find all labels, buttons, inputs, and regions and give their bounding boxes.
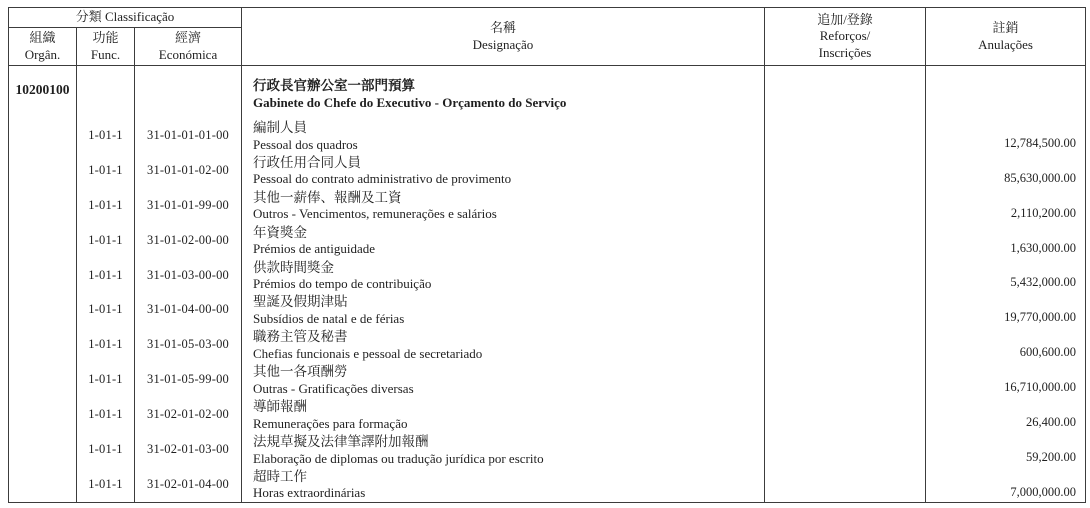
designation-pt: Horas extraordinárias (253, 485, 366, 501)
reforcos-amount (765, 397, 926, 432)
department-econ-cell (135, 66, 242, 118)
department-title-cell (242, 66, 765, 118)
func-code: 1-01-1 (77, 292, 135, 327)
org-cell (9, 362, 77, 397)
classification-group-label: 分類 Classificação (75, 9, 175, 25)
econ-code: 31-02-01-04-00 (135, 467, 242, 502)
designation-cell (242, 118, 765, 153)
designation-cell (242, 467, 765, 502)
reinforcements-label-zh: 追加/登錄 (817, 12, 873, 28)
budget-table (8, 7, 1086, 503)
reforcos-amount (765, 362, 926, 397)
organic-label-zh: 組織 (29, 30, 56, 46)
func-code: 1-01-1 (77, 467, 135, 502)
designation-zh: 聖誕及假期津貼 (253, 294, 348, 310)
org-cell (9, 223, 77, 258)
header-classification-group (9, 8, 242, 28)
designation-cell (242, 258, 765, 293)
reinforcements-label-pt1: Reforços/ (819, 28, 871, 44)
economic-label-zh: 經濟 (174, 30, 201, 46)
designation-zh: 其他一薪俸、報酬及工資 (253, 189, 402, 205)
department-org-code: 10200100 (9, 66, 77, 118)
func-code: 1-01-1 (77, 118, 135, 153)
func-code: 1-01-1 (77, 432, 135, 467)
table-row (9, 118, 1085, 153)
header-cancellations-column (926, 8, 1085, 65)
designation-zh: 其他一各項酬勞 (253, 364, 348, 380)
designation-pt: Prémios do tempo de contribuição (253, 276, 432, 292)
anulacoes-amount: 59,200.00 (1026, 449, 1076, 464)
econ-code: 31-01-03-00-00 (135, 258, 242, 293)
anulacoes-amount: 2,110,200.00 (1010, 205, 1076, 220)
reforcos-amount (765, 118, 926, 153)
reforcos-amount (765, 258, 926, 293)
reforcos-amount (765, 223, 926, 258)
econ-code: 31-01-01-99-00 (135, 188, 242, 223)
designation-pt: Pessoal dos quadros (253, 136, 358, 152)
header-reinforcements-column (765, 8, 926, 65)
org-cell (9, 292, 77, 327)
anulacoes-amount: 26,400.00 (1026, 415, 1076, 430)
org-cell (9, 188, 77, 223)
table-row (9, 362, 1085, 397)
func-code: 1-01-1 (77, 258, 135, 293)
designation-pt: Prémios de antiguidade (253, 241, 376, 257)
designation-zh: 供款時間獎金 (253, 259, 334, 275)
reforcos-amount (765, 188, 926, 223)
cancellations-label-pt: Anulações (978, 36, 1033, 52)
econ-code: 31-01-05-03-00 (135, 327, 242, 362)
econ-code: 31-01-01-02-00 (135, 153, 242, 188)
header-organic-column (9, 28, 77, 65)
table-row (9, 292, 1085, 327)
org-cell (9, 467, 77, 502)
header-functional-column (77, 28, 135, 65)
table-row (9, 188, 1085, 223)
anulacoes-amount: 1,630,000.00 (1010, 240, 1076, 255)
designation-pt: Elaboração de diplomas ou tradução jurídica por escrito (253, 450, 544, 466)
header-designation-column (242, 8, 765, 65)
reforcos-amount (765, 467, 926, 502)
designation-label-zh: 名稱 (489, 20, 516, 36)
reforcos-amount (765, 432, 926, 467)
func-code: 1-01-1 (77, 188, 135, 223)
table-row (9, 397, 1085, 432)
designation-pt: Subsídios de natal e de férias (253, 310, 405, 326)
reforcos-amount (765, 292, 926, 327)
designation-cell (242, 327, 765, 362)
econ-code: 31-01-04-00-00 (135, 292, 242, 327)
table-row (9, 223, 1085, 258)
designation-pt: Chefias funcionais e pessoal de secretariado (253, 345, 483, 361)
designation-zh: 編制人員 (253, 120, 307, 135)
designation-cell (242, 292, 765, 327)
anulacoes-amount: 600,600.00 (1019, 345, 1076, 360)
func-code: 1-01-1 (77, 327, 135, 362)
org-cell (9, 153, 77, 188)
department-func-cell (77, 66, 135, 118)
organic-label-pt: Orgân. (24, 46, 61, 62)
header-economic-column (135, 28, 242, 65)
econ-code: 31-01-02-00-00 (135, 223, 242, 258)
org-cell (9, 327, 77, 362)
designation-cell (242, 153, 765, 188)
designation-pt: Outras - Gratificações diversas (253, 380, 414, 396)
reinforcements-label-pt2: Inscrições (818, 44, 872, 60)
designation-cell (242, 223, 765, 258)
department-row (9, 66, 1085, 118)
designation-cell (242, 362, 765, 397)
anulacoes-amount: 5,432,000.00 (1010, 275, 1076, 290)
designation-cell (242, 432, 765, 467)
department-reforcos-cell (765, 66, 926, 118)
reforcos-amount (765, 327, 926, 362)
economic-label-pt: Económica (158, 46, 218, 62)
table-row (9, 153, 1085, 188)
anulacoes-amount: 7,000,000.00 (1010, 484, 1076, 499)
func-code: 1-01-1 (77, 153, 135, 188)
anulacoes-amount: 16,710,000.00 (1004, 380, 1076, 395)
table-body (9, 66, 1085, 502)
table-row (9, 258, 1085, 293)
anulacoes-amount: 12,784,500.00 (1004, 135, 1076, 150)
econ-code: 31-01-05-99-00 (135, 362, 242, 397)
designation-cell (242, 397, 765, 432)
anulacoes-amount: 19,770,000.00 (1004, 310, 1076, 325)
table-row (9, 467, 1085, 502)
reforcos-amount (765, 153, 926, 188)
functional-label-zh: 功能 (92, 30, 119, 46)
table-row (9, 327, 1085, 362)
org-cell (9, 432, 77, 467)
designation-zh: 法規草擬及法律筆譯附加報酬 (253, 434, 429, 450)
econ-code: 31-01-01-01-00 (135, 118, 242, 153)
org-cell (9, 258, 77, 293)
func-code: 1-01-1 (77, 362, 135, 397)
cancellations-label-zh: 註銷 (992, 20, 1019, 36)
designation-zh: 行政任用合同人員 (253, 154, 361, 170)
econ-code: 31-02-01-02-00 (135, 397, 242, 432)
table-row (9, 432, 1085, 467)
designation-pt: Pessoal do contrato administrativo de provimento (253, 171, 512, 187)
org-cell (9, 118, 77, 153)
department-title-pt: Gabinete do Chefe do Executivo - Orçamento do Serviço (253, 94, 567, 110)
table-header (9, 8, 1085, 66)
bottom-rule (8, 502, 1086, 503)
designation-cell (242, 188, 765, 223)
designation-pt: Outros - Vencimentos, remunerações e salários (253, 206, 497, 222)
designation-pt: Remunerações para formação (253, 415, 408, 431)
designation-label-pt: Designação (472, 36, 534, 52)
designation-zh: 年資獎金 (253, 224, 307, 240)
department-title-zh: 行政長官辦公室一部門預算 (253, 78, 415, 93)
department-anulacoes-cell (926, 66, 1085, 118)
econ-code: 31-02-01-03-00 (135, 432, 242, 467)
designation-zh: 超時工作 (253, 468, 307, 484)
func-code: 1-01-1 (77, 397, 135, 432)
functional-label-pt: Func. (90, 46, 121, 62)
anulacoes-amount: 85,630,000.00 (1004, 170, 1076, 185)
func-code: 1-01-1 (77, 223, 135, 258)
designation-zh: 職務主管及秘書 (253, 329, 348, 345)
designation-zh: 導師報酬 (253, 399, 307, 415)
org-cell (9, 397, 77, 432)
